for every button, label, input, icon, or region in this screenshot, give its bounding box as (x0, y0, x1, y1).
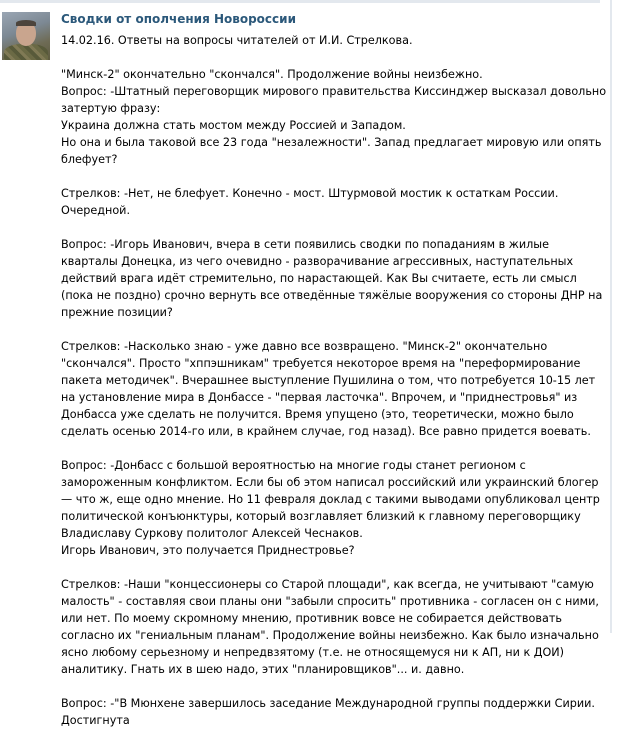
post-paragraph (61, 457, 609, 559)
paragraph-line: Стрелков: -Насколько знаю - уже давно все возвращено. "Минск-2" окончательно "скончался". Просто "хппэшникам" требуется некоторое время на "переформирование пакета методичек". Вчерашнее выступление Пушилина о том, что потребуется 10-15 лет на установление мира в Донбассе - "первая ласточка". Впрочем, и "приднестровья" из Донбасса уже сделать не получится. Время упущено (это, теоретически, можно было сделать осенью 2014-го или, в крайнем случае, год назад). Все равно придется воевать. (61, 340, 596, 438)
post-content (61, 12, 609, 746)
paragraph-line: "Минск-2" окончательно "скончался". Продолжение войны неизбежно. (61, 68, 483, 81)
author-name-link[interactable]: Сводки от ополчения Новороссии (61, 12, 296, 26)
paragraph-line: Вопрос: -Донбасс с большой вероятностью на многие годы станет регионом с замороженным конфликтом. Если бы об этом написал российский или украинский блогер — что ж, еще одно мнение. Но 11 февраля доклад с такими выводами опубликовал центр политической конъюнктуры, который возглавляет близкий к главному переговорщику Владиславу Суркову политолог Алексей Чеснаков. (61, 459, 600, 540)
paragraph-line: Стрелков: -Наши "концессионеры со Старой площади", как всегда, не учитывают "самую малость" - составляя свои планы они "забыли спросить" противника - согласен он с ними, или нет. По моему скромному мнению, противник вовсе не собирается действовать согласно их "гениальным планам". Продолжение войны неизбежно. Как было изначально ясно любому серьезному и непредвзятому (т.е. не относящемуся ни к АП, ни к ДОИ) аналитику. Гнать их в шею надо, этих "планировщиков"... и. давно. (61, 578, 599, 676)
post-paragraph (61, 236, 609, 321)
right-border (610, 0, 612, 633)
post-paragraph (61, 66, 609, 168)
top-divider (0, 0, 600, 3)
post-paragraph (61, 338, 609, 440)
post-intro: 14.02.16. Ответы на вопросы читателей от И.И. Стрелкова. (61, 34, 413, 47)
paragraph-line: Игорь Иванович, это получается Приднестровье? (61, 544, 355, 557)
post-paragraph (61, 695, 609, 729)
paragraph-line: Стрелков: -Нет, не блефует. Конечно - мост. Штурмовой мостик к остаткам России. Очередной. (61, 187, 559, 217)
paragraph-line: Но она и была таковой все 23 года "незалежности". Запад предлагает мировую или опять блефует? (61, 136, 602, 166)
paragraph-line: Вопрос: -Штатный переговорщик мирового правительства Киссинджер высказал довольно затертую фразу: (61, 85, 607, 115)
paragraph-line: Украина должна стать мостом между Россией и Западом. (61, 119, 406, 132)
paragraph-line: Вопрос: -Игорь Иванович, вчера в сети появились сводки по попаданиям в жилые кварталы Донецка, из чего очевидно - разворачивание агрессивных, наступательных действий врага идёт стремительно, по нарастающей. Как Вы считаете, есть ли смысл (пока не поздно) срочно вернуть все отведённые тяжёлые вооружения со стороны ДНР на прежние позиции? (61, 238, 603, 319)
post-paragraph (61, 576, 609, 678)
post-paragraph (61, 185, 609, 219)
author-avatar[interactable] (2, 12, 50, 60)
post-body (61, 66, 609, 729)
avatar-hair (16, 20, 36, 26)
avatar-body (4, 44, 48, 60)
paragraph-line: Вопрос: -"В Мюнхене завершилось заседание Международной группы поддержки Сирии. Достигнута (61, 697, 595, 727)
